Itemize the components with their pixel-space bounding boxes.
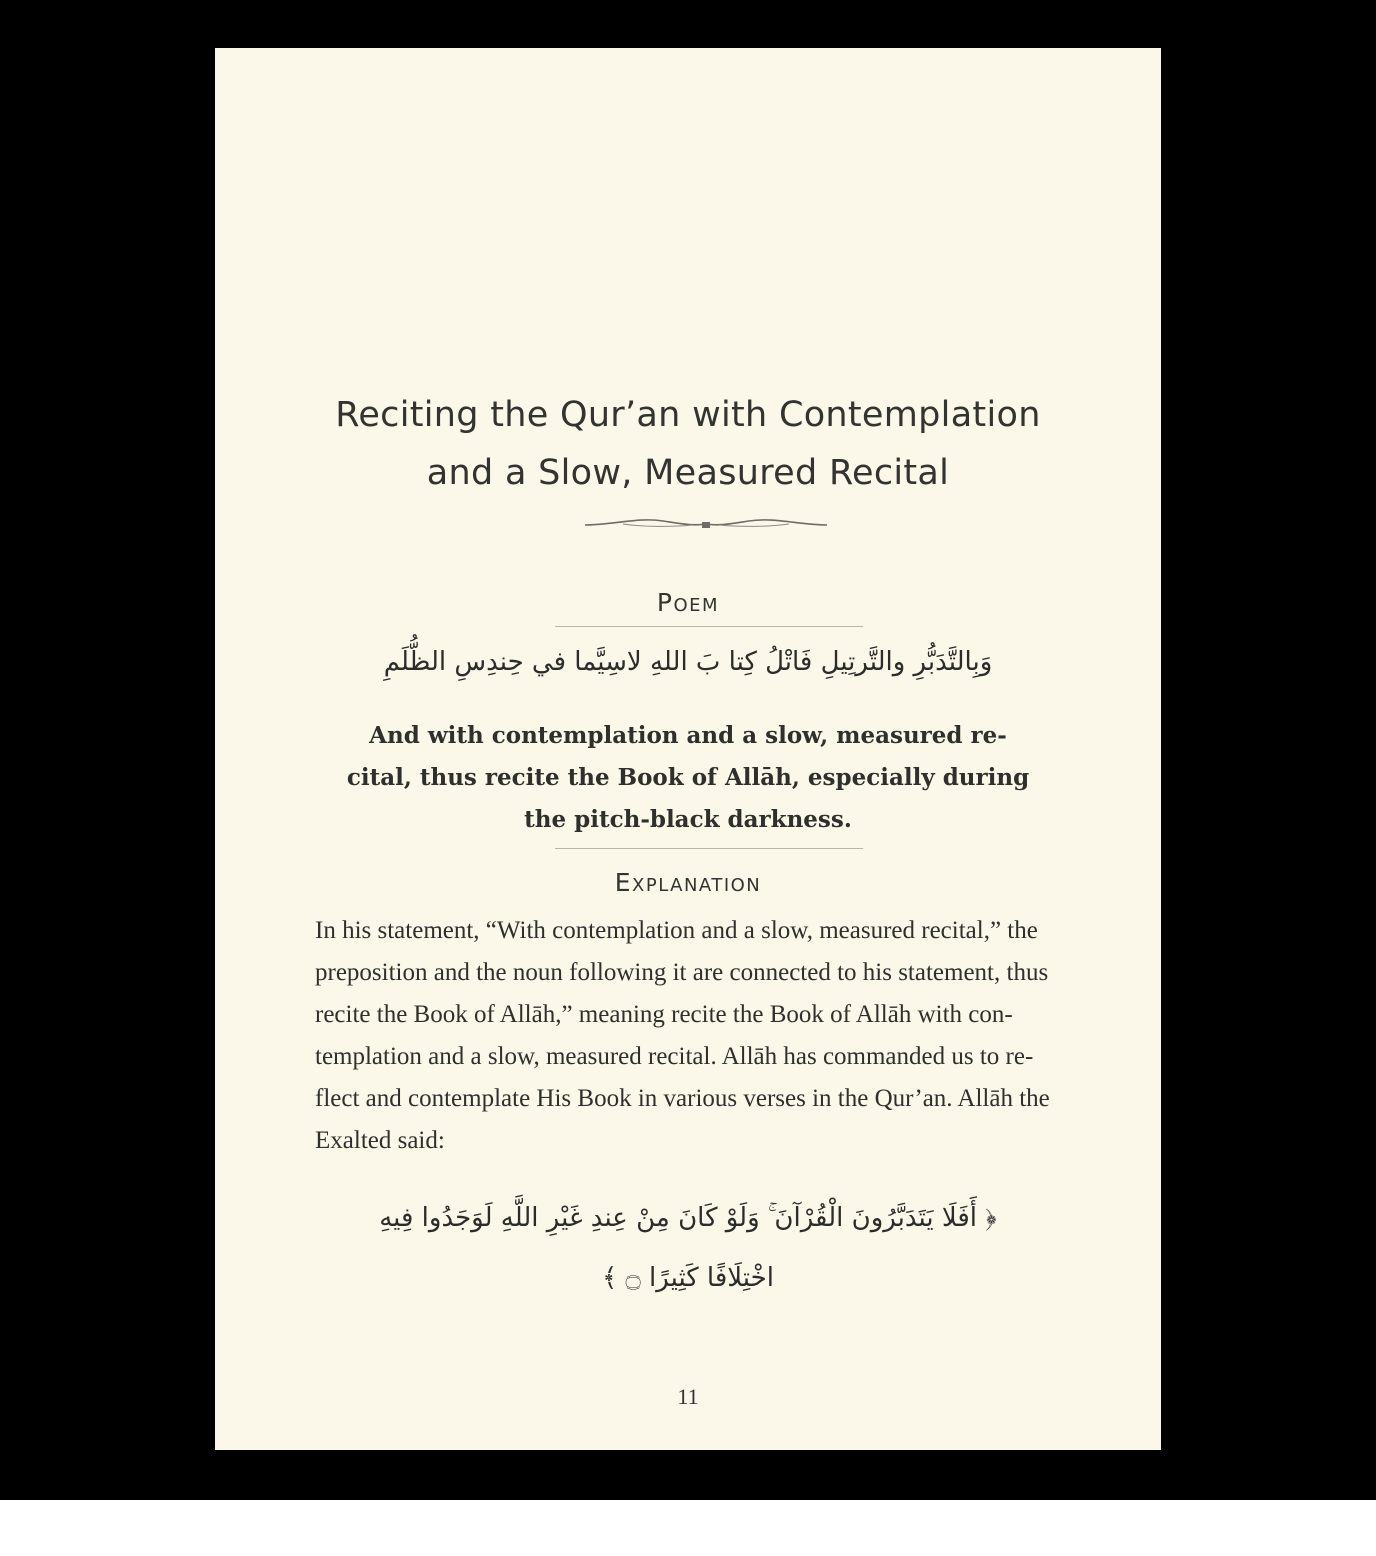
- divider-line: [555, 848, 863, 849]
- explanation-paragraph: [315, 910, 1100, 1162]
- translation-line: the pitch-black darkness.: [524, 806, 852, 833]
- book-page: [215, 48, 1161, 1450]
- paragraph-line: preposition and the noun following it are connected to his statement, thus: [315, 959, 1049, 986]
- flourish-ornament-icon: [583, 513, 829, 535]
- quran-verse-line: ﴿ أَفَلَا يَتَدَبَّرُونَ الْقُرْآنَ ۚ وَلَوْ كَانَ مِنْ عِندِ غَيْرِ اللَّهِ لَوَجَدُوا فِيهِ: [379, 1203, 997, 1233]
- paragraph-line: flect and contemplate His Book in various verses in the Qur’an. Allāh the: [315, 1085, 1050, 1112]
- poem-heading: Poem: [656, 588, 720, 617]
- translation-line: And with contemplation and a slow, measured re-: [369, 722, 1007, 749]
- poem-translation: [215, 715, 1161, 841]
- chapter-title-line: Reciting the Qur’an with Contemplation: [335, 395, 1041, 435]
- paragraph-line: recite the Book of Allāh,” meaning recite the Book of Allāh with con-: [315, 1001, 1013, 1028]
- chapter-title-line: and a Slow, Measured Recital: [426, 453, 950, 493]
- poem-arabic-text: وَبِالتَّدَبُّرِ والتَّرتِيلِ فَاتْلُ كِتا بَ اللهِ لاسِيَّما في حِندِسِ الظُّلَمِ: [383, 647, 993, 677]
- paragraph-line: Exalted said:: [315, 1127, 445, 1154]
- quran-verse-line: اخْتِلَافًا كَثِيرًا ۝ ﴾: [602, 1263, 774, 1293]
- translation-line: cital, thus recite the Book of Allāh, especially during: [346, 764, 1030, 791]
- paragraph-line: templation and a slow, measured recital. Allāh has commanded us to re-: [315, 1043, 1034, 1070]
- page-number: 11: [677, 1384, 699, 1409]
- explanation-heading: Explanation: [614, 868, 762, 897]
- divider-line: [555, 626, 863, 627]
- paragraph-line: In his statement, “With contemplation and a slow, measured recital,” the: [315, 917, 1038, 944]
- chapter-title: [215, 386, 1161, 502]
